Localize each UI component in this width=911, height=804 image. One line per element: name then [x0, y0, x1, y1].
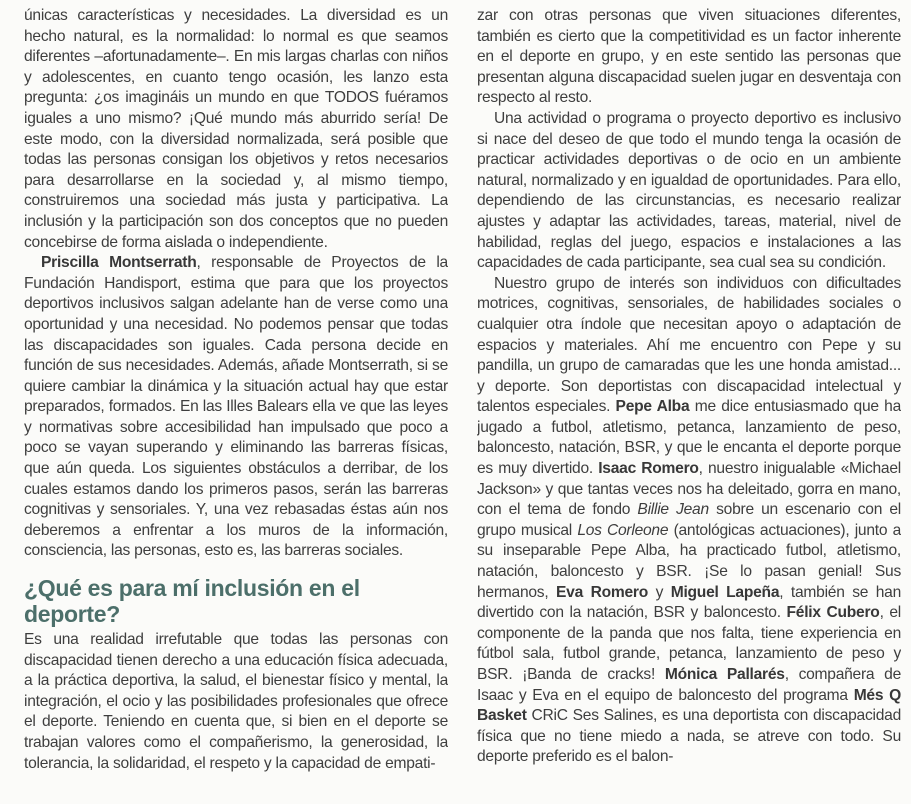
text-run: , responsable de Proyectos de la Fundación Handisport, estima que para que los proyectos deportivos inclusivos salgan adelante han de verse como una oportunidad y una necesidad. No podemos pensar que todas las discapacidades son iguales. Cada persona decide en función de sus necesidades. Además, añade Montserrath, si se quiere cambiar la dinámica y la situación actual hay que estar preparados, formados. En las Illes Balears ella ve que las leyes y normativas sobre accesibilidad han impulsado que poco a poco se vayan superando y eliminando las barreras físicas, que aún queda. Los siguientes obstáculos a derribar, de los cuales estamos dando los primeros pasos, serán las barreras cognitivas y sensoriales. Y, una vez rebasadas éstas aún nos deberemos a enfrentar a los muros de la información, consciencia, las personas, esto es, las barreras sociales.	[24, 254, 448, 560]
italic-title: Los Corleone	[577, 521, 669, 539]
bold-name: Mónica Pallarés	[664, 666, 785, 683]
paragraph	[477, 274, 901, 768]
bold-name: Priscilla Montserrath	[41, 254, 197, 272]
paragraph	[24, 630, 448, 774]
text-run: únicas características y necesidades. La diversidad es un hecho natural, es la normalidad: lo normal es que seamos diferentes –afortunadamente–. En mis largas charlas con niños y adolescentes, en cuanto tengo ocasión, les lanzo esta pregunta: ¿os imagináis un mundo en que TODOS fuéramos iguales a uno mismo? ¡Qué mundo más aburrido sería! De este modo, con la diversidad normalizada, será posible que todas las personas consigan los objetivos y retos necesarios para desarrollarse en la sociedad y, al mismo tiempo, construiremos una sociedad más justa y participativa. La inclusión y la participación son dos conceptos que no pueden concebirse de forma aislada o independiente.	[24, 7, 448, 251]
text-run: , nuestro inigualable «Michael Jackson» y que tantas veces nos ha deleitado, gorra en mano, con el tema de fondo	[477, 460, 901, 519]
text-run: (antológicas actuaciones), junto a su inseparable Pepe Alba, ha practicado futbol, atletismo, natación, baloncesto y BSR. ¡Se lo pasan genial! Sus hermanos,	[477, 521, 901, 601]
section-heading: ¿Qué es para mí inclusión en el deporte?	[24, 575, 360, 628]
bold-name: Més Q Basket	[477, 686, 901, 725]
text-run: , el componente de la panda que nos falta, tiene experiencia en fútbol sala, futbol grande, petanca, lanzamiento de peso y BSR. ¡Banda de cracks!	[477, 604, 901, 683]
italic-title: Billie Jean	[637, 501, 709, 519]
text-run: Es una realidad irrefutable que todas las personas con discapacidad tienen derecho a una educación física adecuada, a la práctica deportiva, la salud, el bienestar físico y mental, la integración, el ocio y las posibilidades profesionales que ofrece el deporte. Teniendo en cuenta que, si bien en el deporte se trabajan valores como el compañerismo, la generosidad, la tolerancia, la solidaridad, el respeto y la capacidad de empati-	[24, 631, 448, 772]
bold-name: Isaac Romero	[598, 460, 699, 478]
paragraph	[24, 6, 448, 253]
paragraph	[477, 6, 901, 109]
bold-name: Miguel Lapeña	[670, 583, 780, 601]
paragraph	[24, 253, 448, 562]
text-run: Una actividad o programa o proyecto deportivo es inclusivo si nace del deseo de que todo el mundo tenga la ocasión de practicar actividades deportivas o de ocio en un ambiente natural, normalizado y en igualdad de oportunidades. Para ello, dependiendo de las circunstancias, es necesario realizar ajustes y adaptar las actividades, tareas, material, nivel de habilidad, reglas del juego, espacios e instalaciones a las capacidades de cada participante, sea cual sea su condición.	[477, 109, 901, 272]
bold-name: Félix Cubero	[786, 604, 880, 622]
bold-name: Pepe Alba	[615, 398, 690, 416]
text-run: Nuestro grupo de interés son individuos con dificultades motrices, cognitivas, sensoriales, de habilidades sociales o cualquier otra índole que necesitan apoyo o adaptación de espacios y materiales. Ahí me encuentro con Pepe y su pandilla, un grupo de camaradas que les une honda amistad... y deporte. Son deportistas con discapacidad intelectual y talentos especiales.	[477, 274, 901, 416]
text-run: zar con otras personas que viven situaciones diferentes, también es cierto que la competitividad es un factor inherente en el deporte en grupo, y en este sentido las personas que presentan alguna discapacidad suelen jugar en desventaja con respecto al resto.	[477, 7, 901, 107]
text-run: , compañera de Isaac y Eva en el equipo de baloncesto del programa	[477, 666, 901, 704]
text-run: me dice entusiasmado que ha jugado a futbol, atletismo, petanca, lanzamiento de peso, baloncesto, natación, BSR, y que le encanta el deporte porque es muy divertido.	[477, 398, 901, 478]
bold-name: Eva Romero	[556, 583, 648, 601]
text-run: y	[648, 583, 671, 601]
paragraph	[477, 109, 901, 274]
text-run: , también se han divertido con la natación, BSR y baloncesto.	[477, 583, 901, 622]
left-column	[24, 6, 448, 804]
text-run: CRiC Ses Salines, es una deportista con discapacidad física que no tiene miedo a nada, se atreve con todo. Su deporte preferido es el balon-	[477, 707, 901, 766]
text-run: sobre un escenario con el grupo musical	[477, 501, 901, 539]
right-column	[477, 6, 901, 804]
